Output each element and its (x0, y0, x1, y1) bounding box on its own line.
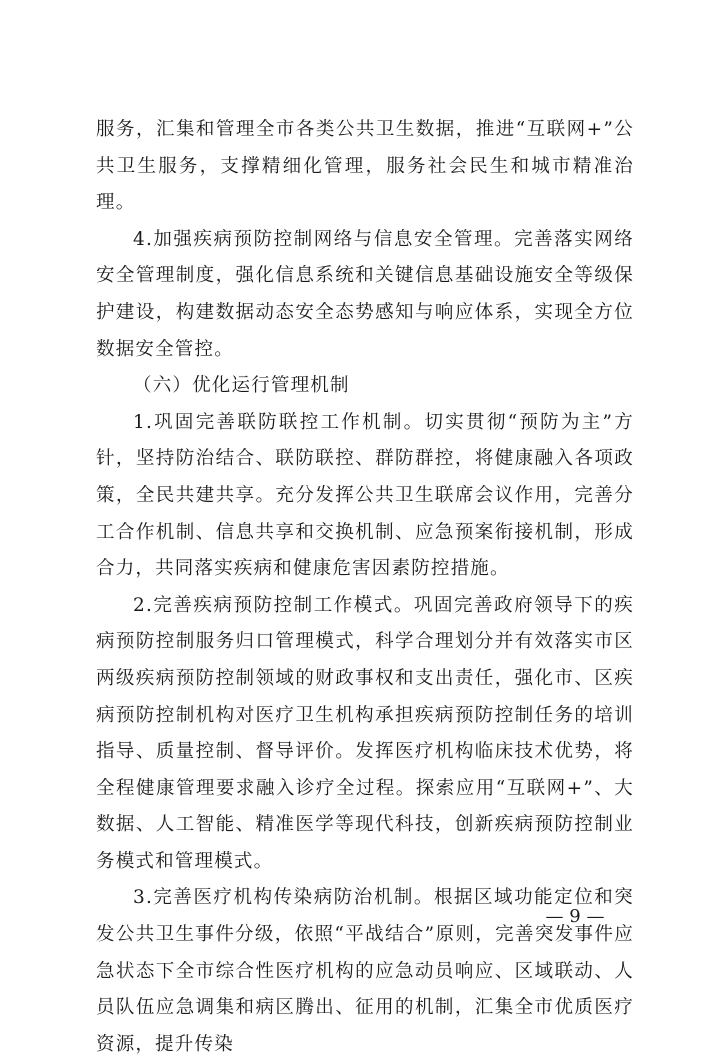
page-number: — 9 — (545, 906, 605, 927)
paragraph-continuation: 服务，汇集和管理全市各类公共卫生数据，推进“互联网+”公共卫生服务，支撑精细化管理，服务社会民生和城市精准治理。 (96, 119, 634, 214)
section-heading: （六）优化运行管理机制 (133, 375, 350, 397)
paragraph-network-security: 4.加强疾病预防控制网络与信息安全管理。完善落实网络安全管理制度，强化信息系统和关键信息基础设施安全等级保护建设，构建数据动态安全态势感知与响应体系，实现全方位数据安全管控。 (96, 228, 634, 360)
paragraph-work-mode: 2.完善疾病预防控制工作模式。巩固完善政府领导下的疾病预防控制服务归口管理模式，科学合理划分并有效落实市区两级疾病预防控制领域的财政事权和支出责任，强化市、区疾病预防控制机构对医疗卫生机构承担疾病预防控制任务的培训指导、质量控制、督导评价。发挥医疗机构临床技术优势，将全程健康管理要求融入诊疗全过程。探索应用“互联网+”、大数据、人工智能、精准医学等现代科技，创新疾病预防控制业务模式和管理模式。 (96, 594, 634, 872)
paragraph-infectious-disease: 3.完善医疗机构传染病防治机制。根据区域功能定位和突发公共卫生事件分级，依照“平战结合”原则，完善突发事件应急状态下全市综合性医疗机构的应急动员响应、区域联动、人员队伍应急调集和病区腾出、征用的机制，汇集全市优质医疗资源，提升传染 (96, 887, 634, 1055)
paragraph-joint-prevention: 1.巩固完善联防联控工作机制。切实贯彻“预防为主”方针，坚持防治结合、联防联控、群防群控，将健康融入各项政策，全民共建共享。充分发挥公共卫生联席会议作用，完善分工合作机制、信息共享和交换机制、应急预案衔接机制，形成合力，共同落实疾病和健康危害因素防控措施。 (96, 411, 634, 580)
